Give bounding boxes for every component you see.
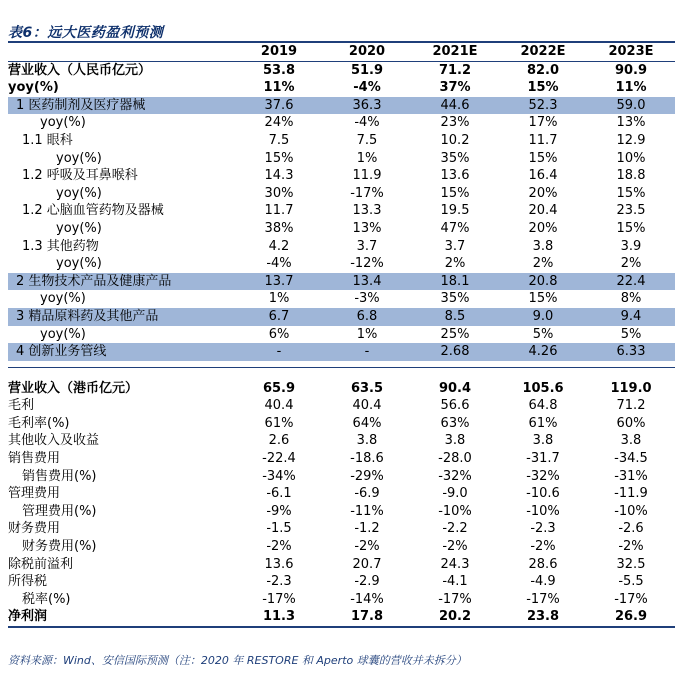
value-cell: 15%	[440, 185, 470, 201]
value-cell: 44.6	[411, 97, 499, 115]
value-cell: 20.8	[499, 273, 587, 291]
header-cell: 2019	[260, 44, 298, 59]
table-title: 表6：远大医药盈利预测	[8, 25, 164, 41]
value-cell: 47%	[440, 220, 470, 236]
value-cell: 11.3	[262, 609, 296, 625]
value-cell: -6.1	[266, 486, 292, 502]
table-row	[8, 573, 675, 591]
value-cell: -	[235, 343, 323, 361]
table-row	[8, 503, 675, 521]
value-cell: 15%	[528, 291, 558, 307]
income-statement-section	[8, 380, 675, 627]
value-cell: -17%	[526, 591, 560, 607]
value-cell: 16.4	[528, 168, 558, 184]
value-cell: 40.4	[264, 398, 294, 414]
value-cell: 22.4	[587, 273, 675, 291]
value-cell: -4.9	[530, 574, 556, 590]
row-label: 管理费用	[8, 486, 61, 502]
row-label: yoy(%)	[40, 326, 86, 342]
value-cell: -2.3	[530, 521, 556, 537]
value-cell: 11.9	[352, 168, 382, 184]
value-cell: 56.6	[440, 398, 470, 414]
value-cell: 24.3	[440, 556, 470, 572]
value-cell: 64.8	[528, 398, 558, 414]
table-row	[8, 556, 675, 574]
table-row	[8, 150, 675, 168]
value-cell: 38%	[264, 220, 294, 236]
value-cell: 5%	[532, 326, 554, 342]
value-cell: -34%	[262, 468, 296, 484]
value-cell: 30%	[264, 185, 294, 201]
value-cell: -11.9	[614, 486, 648, 502]
value-cell: 4.26	[499, 343, 587, 361]
value-cell: -22.4	[262, 451, 296, 467]
value-cell: -14%	[350, 591, 384, 607]
value-cell: 15%	[616, 220, 646, 236]
row-label: 税率(%)	[22, 591, 71, 607]
value-cell: 3.8	[444, 433, 466, 449]
value-cell: 9.4	[587, 308, 675, 326]
value-cell: 1%	[356, 326, 378, 342]
table-row	[8, 97, 675, 115]
table-row	[8, 308, 675, 326]
value-cell: 3.9	[620, 238, 642, 254]
value-cell: 2%	[620, 256, 642, 272]
value-cell: 25%	[440, 326, 470, 342]
table-row	[8, 185, 675, 203]
value-cell: 20.7	[352, 556, 382, 572]
value-cell: 20.4	[528, 203, 558, 219]
value-cell: 9.0	[499, 308, 587, 326]
value-cell: -17%	[350, 185, 384, 201]
value-cell: 35%	[440, 150, 470, 166]
value-cell: -2%	[266, 539, 292, 555]
row-label: 1 医药制剂及医疗器械	[8, 97, 235, 115]
value-cell: -2%	[354, 539, 380, 555]
forecast-table	[8, 43, 675, 628]
value-cell: 7.5	[356, 132, 378, 148]
table-row	[8, 343, 675, 361]
value-cell: -10%	[438, 503, 472, 519]
table-row	[8, 202, 675, 220]
table-row	[8, 397, 675, 415]
value-cell: 18.8	[616, 168, 646, 184]
table-row	[8, 114, 675, 132]
value-cell: 90.9	[614, 62, 648, 78]
value-cell: 24%	[264, 115, 294, 131]
value-cell: -2%	[530, 539, 556, 555]
value-cell: 15%	[528, 150, 558, 166]
table-row	[8, 415, 675, 433]
value-cell: 2.6	[268, 433, 290, 449]
value-cell: -17%	[262, 591, 296, 607]
value-cell: -18.6	[350, 451, 384, 467]
row-label: yoy(%)	[56, 185, 102, 201]
value-cell: 52.3	[499, 97, 587, 115]
row-label: 销售费用(%)	[22, 468, 97, 484]
value-cell: 32.5	[616, 556, 646, 572]
value-cell: -4%	[354, 115, 380, 131]
table-row	[8, 167, 675, 185]
value-cell: 6%	[268, 326, 290, 342]
header-cell: 2020	[348, 44, 386, 59]
row-label: 3 精品原料药及其他产品	[8, 308, 235, 326]
table-row	[8, 238, 675, 256]
value-cell: -2%	[442, 539, 468, 555]
row-label: 4 创新业务管线	[8, 343, 235, 361]
row-label: yoy(%)	[8, 80, 59, 96]
value-cell: 11.7	[264, 203, 294, 219]
value-cell: 60%	[616, 415, 646, 431]
value-cell: -4%	[266, 256, 292, 272]
value-cell: -4.1	[442, 574, 468, 590]
row-label: 毛利率(%)	[8, 415, 70, 431]
table-row	[8, 450, 675, 468]
value-cell: -12%	[350, 256, 384, 272]
row-label: 营业收入（港币亿元）	[8, 380, 139, 396]
value-cell: 3.8	[532, 433, 554, 449]
value-cell: 10.2	[440, 132, 470, 148]
value-cell: 13.6	[440, 168, 470, 184]
value-cell: -17%	[438, 591, 472, 607]
section-separator	[8, 361, 675, 380]
value-cell: -17%	[614, 591, 648, 607]
value-cell: -9%	[266, 503, 292, 519]
value-cell: 82.0	[526, 62, 560, 78]
row-label: yoy(%)	[56, 150, 102, 166]
value-cell: 18.1	[411, 273, 499, 291]
value-cell: 12.9	[616, 132, 646, 148]
value-cell: 51.9	[350, 62, 384, 78]
value-cell: 10%	[616, 150, 646, 166]
value-cell: 3.8	[356, 433, 378, 449]
value-cell: 13%	[352, 220, 382, 236]
value-cell: 2.68	[411, 343, 499, 361]
table-row	[8, 380, 675, 398]
value-cell: 23.5	[616, 203, 646, 219]
row-label: 管理费用(%)	[22, 503, 97, 519]
value-cell: 40.4	[352, 398, 382, 414]
header-cell: 2023E	[608, 44, 654, 59]
source-note: 资料来源：Wind、安信国际预测（注：2020 年 RESTORE 和 Aperto 球囊的营收并未拆分）	[8, 654, 467, 667]
table-row	[8, 468, 675, 486]
value-cell: 4.2	[268, 238, 290, 254]
table-row	[8, 608, 675, 627]
value-cell: 63%	[440, 415, 470, 431]
value-cell: 61%	[264, 415, 294, 431]
value-cell: 15%	[616, 185, 646, 201]
row-label: 1.3 其他药物	[22, 238, 99, 254]
table-row	[8, 132, 675, 150]
value-cell: 8%	[620, 291, 642, 307]
value-cell: 2%	[532, 256, 554, 272]
row-label: 1.1 眼科	[22, 132, 73, 148]
value-cell: -9.0	[442, 486, 468, 502]
table-row	[8, 220, 675, 238]
header-row	[8, 43, 675, 61]
value-cell: -2.9	[354, 574, 380, 590]
value-cell: -10.6	[526, 486, 560, 502]
row-label: 2 生物技术产品及健康产品	[8, 273, 235, 291]
value-cell: 3.8	[620, 433, 642, 449]
header-cell: 2022E	[520, 44, 566, 59]
header-cell	[8, 43, 235, 61]
value-cell: 37%	[439, 80, 471, 96]
row-label: 财务费用(%)	[22, 539, 97, 555]
value-cell: 23%	[440, 115, 470, 131]
value-cell: 11%	[615, 80, 647, 96]
table-row	[8, 273, 675, 291]
value-cell: -31%	[614, 468, 648, 484]
row-label: yoy(%)	[40, 291, 86, 307]
value-cell: 28.6	[528, 556, 558, 572]
row-label: 所得税	[8, 574, 48, 590]
table-row	[8, 520, 675, 538]
value-cell: -1.5	[266, 521, 292, 537]
table-row	[8, 255, 675, 273]
row-label: 1.2 呼吸及耳鼻喉科	[22, 168, 138, 184]
value-cell: 17%	[528, 115, 558, 131]
value-cell: 37.6	[235, 97, 323, 115]
row-label: 财务费用	[8, 521, 61, 537]
table-row	[8, 485, 675, 503]
table-row	[8, 326, 675, 344]
value-cell: 20%	[528, 185, 558, 201]
value-cell: 19.5	[440, 203, 470, 219]
value-cell: 14.3	[264, 168, 294, 184]
value-cell: 5%	[620, 326, 642, 342]
value-cell: 64%	[352, 415, 382, 431]
row-label: 其他收入及收益	[8, 433, 100, 449]
value-cell: -5.5	[618, 574, 644, 590]
value-cell: 20%	[528, 220, 558, 236]
value-cell: -1.2	[354, 521, 380, 537]
value-cell: 15%	[264, 150, 294, 166]
value-cell: -10%	[526, 503, 560, 519]
value-cell: 3.8	[532, 238, 554, 254]
value-cell: 2%	[444, 256, 466, 272]
value-cell: 53.8	[262, 62, 296, 78]
value-cell: -34.5	[614, 451, 648, 467]
value-cell: 13.7	[235, 273, 323, 291]
row-label: 1.2 心脑血管药物及器械	[22, 203, 164, 219]
value-cell: 63.5	[350, 380, 384, 396]
value-cell: 59.0	[587, 97, 675, 115]
table-row	[8, 591, 675, 609]
value-cell: 3.7	[356, 238, 378, 254]
row-label: yoy(%)	[56, 256, 102, 272]
value-cell: 119.0	[610, 380, 652, 396]
value-cell: 6.8	[323, 308, 411, 326]
row-label: yoy(%)	[40, 115, 86, 131]
row-label: 除税前溢利	[8, 556, 74, 572]
value-cell: 71.2	[616, 398, 646, 414]
value-cell: 1%	[268, 291, 290, 307]
value-cell: -2.2	[442, 521, 468, 537]
value-cell: 13.3	[352, 203, 382, 219]
value-cell: 36.3	[323, 97, 411, 115]
value-cell: -2%	[618, 539, 644, 555]
table-row	[8, 61, 675, 79]
value-cell: 26.9	[614, 609, 648, 625]
value-cell: 13.6	[264, 556, 294, 572]
value-cell: -4%	[353, 80, 381, 96]
value-cell: 13.4	[323, 273, 411, 291]
value-cell: 11.7	[528, 132, 558, 148]
value-cell: 90.4	[438, 380, 472, 396]
row-label: 销售费用	[8, 451, 61, 467]
value-cell: 65.9	[262, 380, 296, 396]
value-cell: 13%	[616, 115, 646, 131]
value-cell: -6.9	[354, 486, 380, 502]
value-cell: 1%	[356, 150, 378, 166]
value-cell: 17.8	[350, 609, 384, 625]
value-cell: 15%	[527, 80, 559, 96]
table-row	[8, 290, 675, 308]
value-cell: -2.6	[618, 521, 644, 537]
value-cell: -11%	[350, 503, 384, 519]
value-cell: 8.5	[411, 308, 499, 326]
value-cell: 11%	[263, 80, 295, 96]
value-cell: 3.7	[444, 238, 466, 254]
value-cell: 7.5	[268, 132, 290, 148]
table-row	[8, 432, 675, 450]
row-label: yoy(%)	[56, 220, 102, 236]
value-cell: 20.2	[438, 609, 472, 625]
value-cell: 105.6	[522, 380, 564, 396]
value-cell: 23.8	[526, 609, 560, 625]
value-cell: -31.7	[526, 451, 560, 467]
value-cell: -28.0	[438, 451, 472, 467]
value-cell: 35%	[440, 291, 470, 307]
value-cell: 61%	[528, 415, 558, 431]
value-cell: 6.33	[587, 343, 675, 361]
value-cell: -2.3	[266, 574, 292, 590]
row-label: 营业收入（人民币亿元）	[8, 62, 152, 78]
revenue-breakdown-section	[8, 61, 675, 361]
table-row	[8, 79, 675, 97]
value-cell: -3%	[354, 291, 380, 307]
value-cell: -10%	[614, 503, 648, 519]
row-label: 净利润	[8, 609, 48, 625]
value-cell: 71.2	[438, 62, 472, 78]
value-cell: 6.7	[235, 308, 323, 326]
table-row	[8, 538, 675, 556]
value-cell: -29%	[350, 468, 384, 484]
header-cell: 2021E	[432, 44, 478, 59]
value-cell: -32%	[438, 468, 472, 484]
value-cell: -32%	[526, 468, 560, 484]
row-label: 毛利	[8, 398, 35, 414]
value-cell: -	[323, 343, 411, 361]
